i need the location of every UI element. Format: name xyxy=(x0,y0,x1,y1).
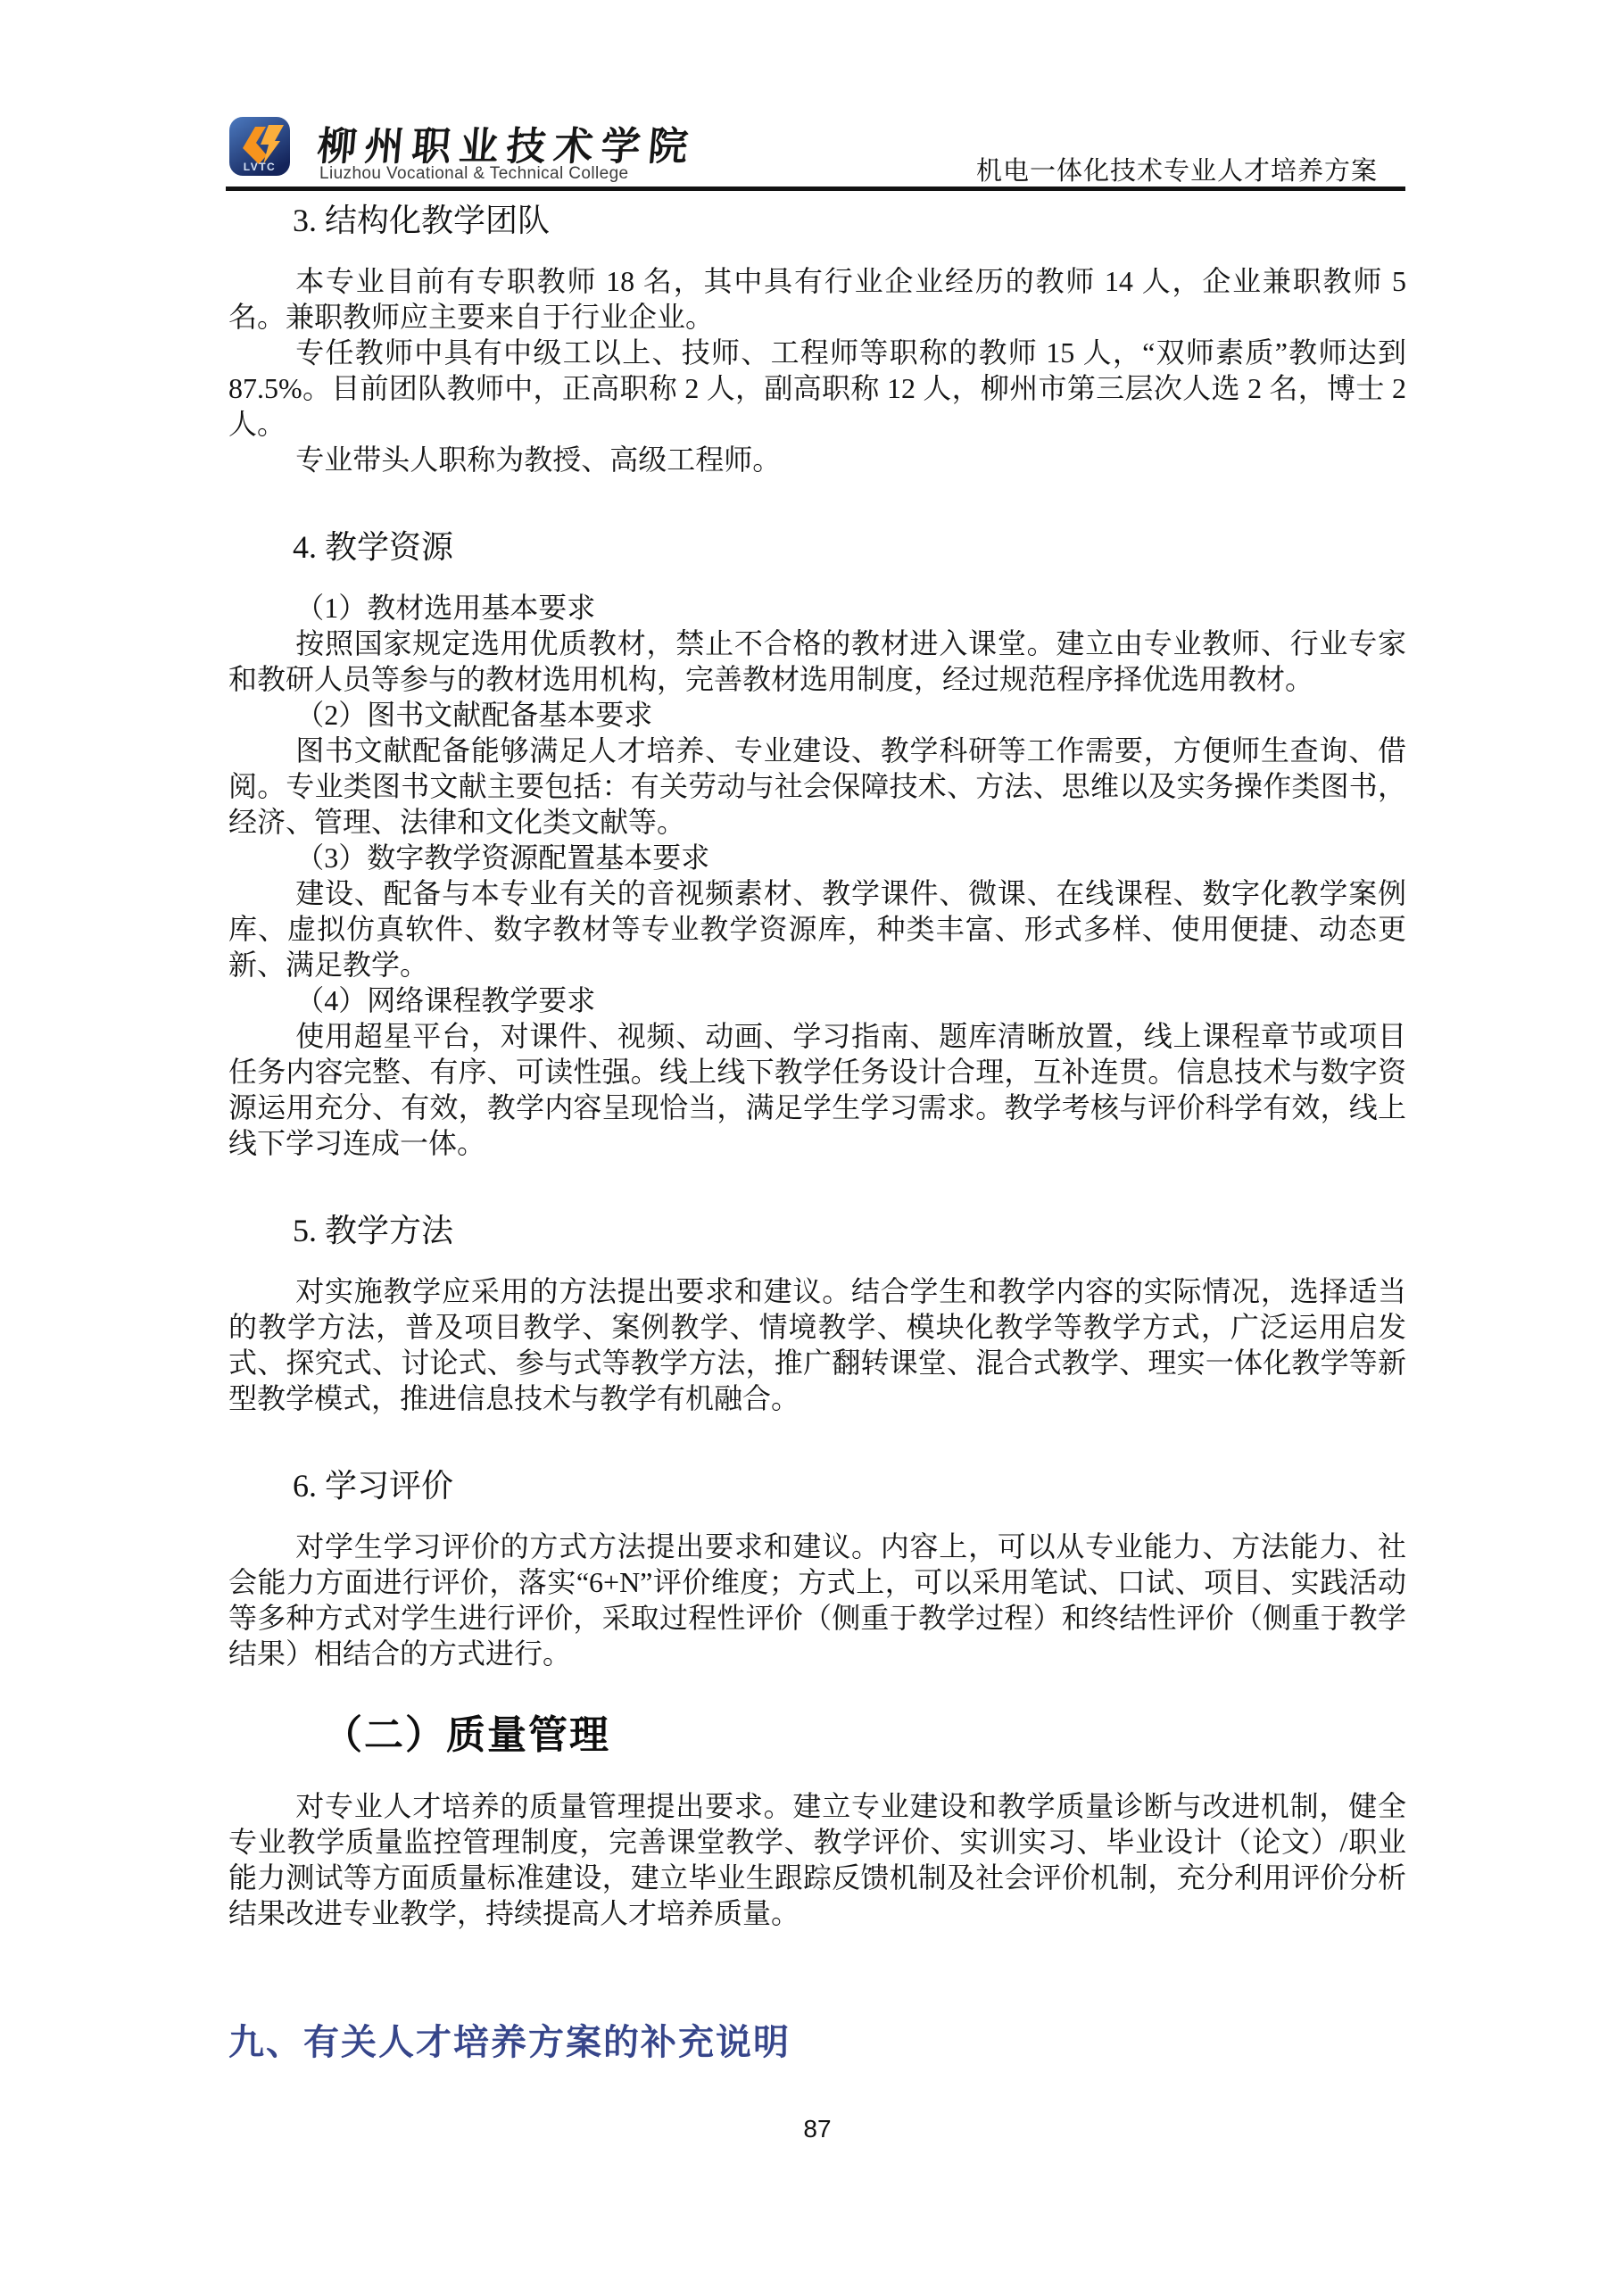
sub-item-heading: （1）教材选用基本要求 xyxy=(295,592,596,624)
paragraph: 建设、配备与本专业有关的音视频素材、教学课件、微课、在线课程、数字化教学案例库、虚拟仿真软件、数字教材等专业教学资源库，种类丰富、形式多样、使用便捷、动态更新、满足教学。 xyxy=(228,877,1406,981)
college-name-cn: 柳州职业技术学院 xyxy=(315,125,698,169)
paragraph: 对学生学习评价的方式方法提出要求和建议。内容上，可以从专业能力、方法能力、社会能力方面进行评价，落实“6+N”评价维度；方式上，可以采用笔试、口试、项目、实践活动等多种方式对学生进行评价，采取过程性评价（侧重于教学过程）和终结性评价（侧重于教学结果）相结合的方式进行。 xyxy=(228,1530,1406,1670)
paragraph: 按照国家规定选用优质教材，禁止不合格的教材进入课堂。建立由专业教师、行业专家和教研人员等参与的教材选用机构，完善教材选用制度，经过规范程序择优选用教材。 xyxy=(228,627,1406,695)
paragraph: 本专业目前有专职教师 18 名，其中具有行业企业经历的教师 14 人，企业兼职教师 5 名。兼职教师应主要来自于行业企业。 xyxy=(228,265,1406,333)
paragraph: 图书文献配备能够满足人才培养、专业建设、教学科研等工作需要，方便师生查询、借阅。专业类图书文献主要包括：有关劳动与社会保障技术、方法、思维以及实务操作类图书，经济、管理、法律和文化类文献等。 xyxy=(228,734,1406,838)
college-name-en: Liuzhou Vocational & Technical College xyxy=(319,164,629,183)
page-number: 87 xyxy=(803,2115,832,2143)
paragraph: 对专业人才培养的质量管理提出要求。建立专业建设和教学质量诊断与改进机制，健全专业教学质量监控管理制度，完善课堂教学、教学评价、实训实习、毕业设计（论文）/职业能力测试等方面质量标准建设，建立毕业生跟踪反馈机制及社会评价机制，充分利用评价分析结果改进专业教学，持续提高人才培养质量。 xyxy=(228,1790,1406,1929)
paragraph: 对实施教学应采用的方法提出要求和建议。结合学生和教学内容的实际情况，选择适当的教学方法，普及项目教学、案例教学、情境教学、模块化教学等教学方式，广泛运用启发式、探究式、讨论式、参与式等教学方法，推广翻转课堂、混合式教学、理实一体化教学等新型教学模式，推进信息技术与教学有机融合。 xyxy=(228,1275,1406,1414)
sub-item-heading: （3）数字教学资源配置基本要求 xyxy=(295,841,710,874)
quality-management-heading: （二）质量管理 xyxy=(323,1713,610,1757)
header-rule xyxy=(226,186,1405,191)
sub-item-heading: （2）图书文献配备基本要求 xyxy=(295,699,653,731)
document-title: 机电一体化技术专业人才培养方案 xyxy=(975,157,1378,186)
section-heading-teaching-methods: 5. 教学方法 xyxy=(293,1213,454,1248)
lvtc-logo-icon xyxy=(229,117,290,176)
document-body xyxy=(228,201,1406,2065)
sub-item-heading: （4）网络课程教学要求 xyxy=(295,984,596,1016)
paragraph: 专业带头人职称为教授、高级工程师。 xyxy=(295,443,782,476)
svg-text:LVTC: LVTC xyxy=(243,161,277,173)
paragraph: 使用超星平台，对课件、视频、动画、学习指南、题库清晰放置，线上课程章节或项目任务内容完整、有序、可读性强。线上线下教学任务设计合理，互补连贯。信息技术与数字资源运用充分、有效，教学内容呈现恰当，满足学生学习需求。教学考核与评价科学有效，线上线下学习连成一体。 xyxy=(228,1020,1406,1159)
paragraph: 专任教师中具有中级工以上、技师、工程师等职称的教师 15 人，“双师素质”教师达到 87.5%。目前团队教师中，正高职称 2 人，副高职称 12 人，柳州市第三层次人选 2 名，博士 2 人。 xyxy=(228,336,1406,440)
section-heading-teaching-resources: 4. 教学资源 xyxy=(293,529,454,565)
section-heading-learning-evaluation: 6. 学习评价 xyxy=(293,1468,454,1504)
chapter-heading-supplementary-notes: 九、有关人才培养方案的补充说明 xyxy=(228,2023,791,2062)
section-heading-structured-teaching-team: 3. 结构化教学团队 xyxy=(293,203,551,238)
